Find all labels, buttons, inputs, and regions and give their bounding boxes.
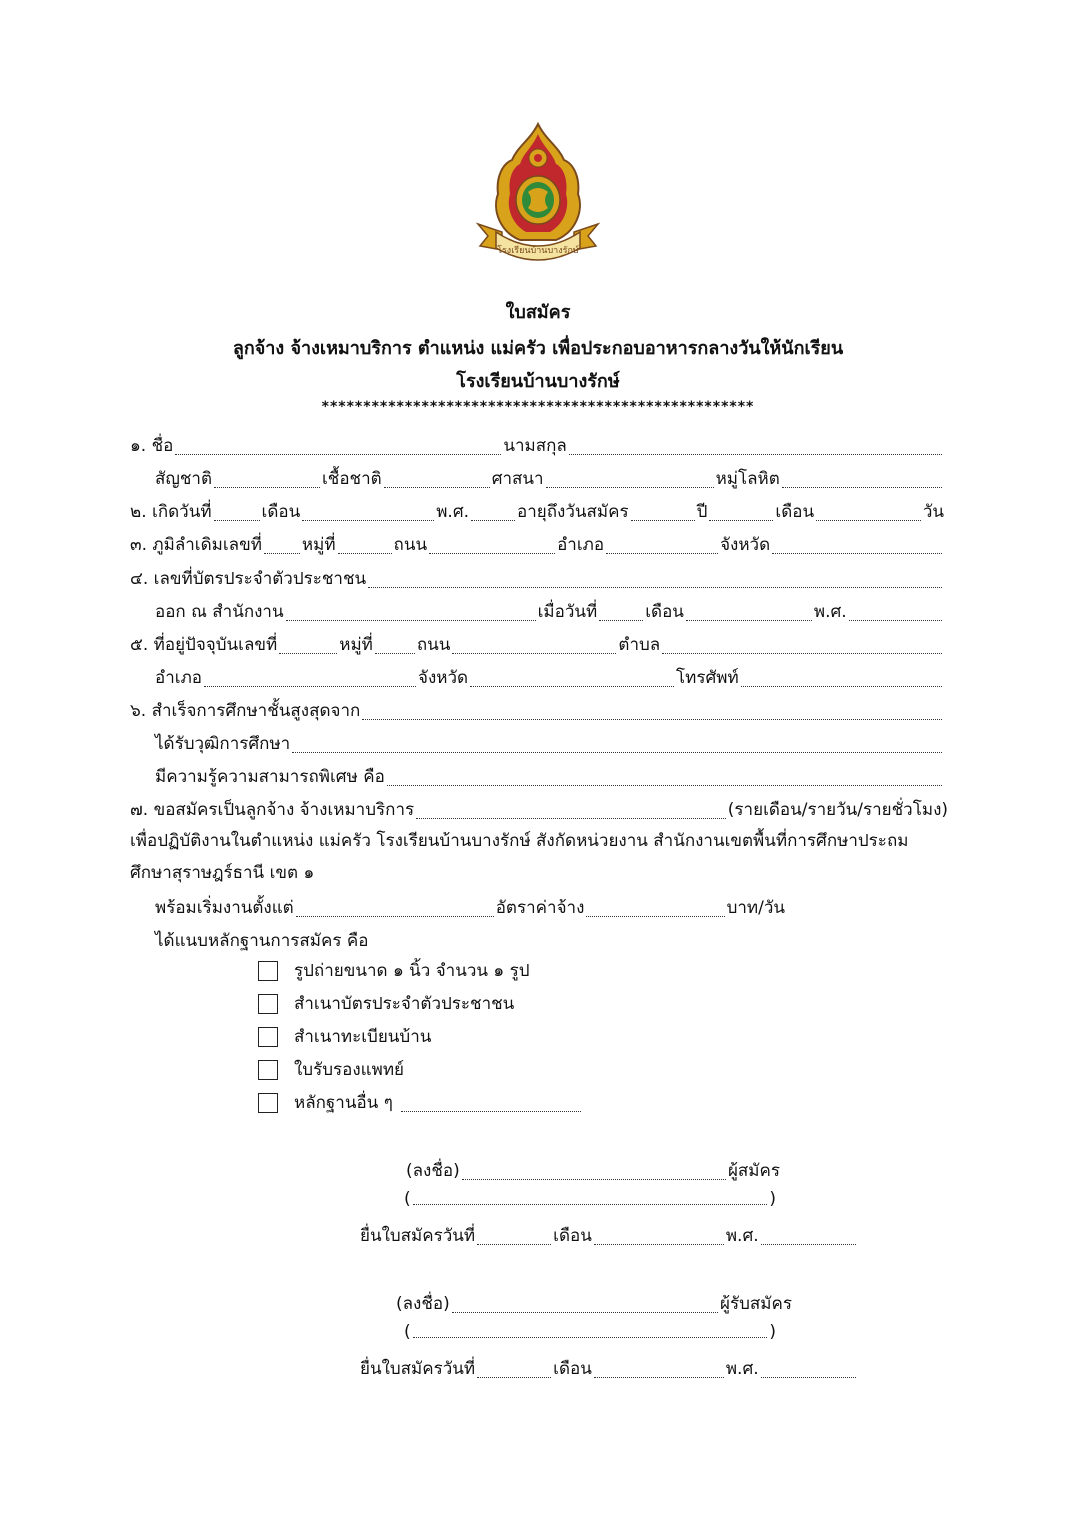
label-birth-month: เดือน [261,502,301,522]
input-issue-month[interactable] [686,619,812,621]
star-divider: **************************************************** [321,399,755,415]
label-issue-day: เมื่อวันที่ [537,602,598,622]
checkbox-id-copy[interactable] [258,994,278,1014]
attachment-medical[interactable] [258,1056,404,1083]
field-name [130,432,944,459]
form-title: ใบสมัคร [505,302,571,323]
input-applicant-year[interactable] [761,1243,856,1245]
input-surname[interactable] [569,453,942,455]
input-start-date[interactable] [296,915,494,917]
applicant-printed-name [404,1189,776,1209]
label-issue-year: พ.ศ. [813,602,847,622]
input-hometown-district[interactable] [606,552,718,554]
input-birth-day[interactable] [214,519,260,521]
input-receiver-month[interactable] [594,1376,724,1378]
label-date: ยื่นใบสมัครวันที่ [360,1226,476,1246]
label-hometown-district: อำเภอ [557,535,605,555]
label-blood: หมู่โลหิต [715,469,780,489]
field-id-card [130,565,944,592]
label-age-year: ปี [696,502,708,522]
input-issue-day[interactable] [599,619,643,621]
label-phone: โทรศัพท์ [676,668,739,688]
input-skills[interactable] [387,784,942,786]
checkbox-photo[interactable] [258,961,278,981]
field-address [130,631,944,658]
input-phone[interactable] [741,685,942,687]
logo-banner-text: โรงเรียนบ้านบางรักษ์ [497,246,579,256]
checkbox-medical[interactable] [258,1060,278,1080]
input-applicant-name[interactable] [413,1203,768,1205]
field-education [130,697,944,724]
label-address-subdistrict: ตำบล [618,635,661,655]
field-start [155,894,785,921]
attachment-label: หลักฐานอื่น ๆ [294,1093,393,1113]
input-address-no[interactable] [279,652,337,654]
input-birth-year[interactable] [471,519,515,521]
label-attachments: ได้แนบหลักฐานการสมัคร คือ [155,931,369,951]
attachment-label: รูปถ่ายขนาด ๑ นิ้ว จำนวน ๑ รูป [294,961,530,981]
label-birth-year: พ.ศ. [436,502,470,522]
input-wage[interactable] [586,915,724,917]
label-applicant: ผู้สมัคร [727,1161,780,1181]
label-age: อายุถึงวันสมัคร [517,502,629,522]
attachment-other[interactable] [258,1089,583,1116]
attachment-house-reg[interactable] [258,1023,431,1050]
label-name: ๑. ชื่อ [130,436,174,456]
input-religion[interactable] [546,486,714,488]
label-start: พร้อมเริ่มงานตั้งแต่ [155,898,294,918]
label-address-no: ๕. ที่อยู่ปัจจุบันเลขที่ [130,635,278,655]
field-apply-type [130,796,948,823]
label-address-moo: หมู่ที่ [339,635,373,655]
paren-open: ( [404,1322,411,1342]
label-month: เดือน [553,1359,592,1379]
label-hometown-no: ๓. ภูมิลำเดิมเลขที่ [130,535,262,555]
label-hometown-province: จังหวัด [720,535,771,555]
label-birth-day: ๒. เกิดวันที่ [130,502,212,522]
input-race[interactable] [384,486,490,488]
input-hometown-road[interactable] [429,552,555,554]
input-nationality[interactable] [214,486,320,488]
school-name: โรงเรียนบ้านบางรักษ์ [456,371,620,392]
attachment-photo[interactable] [258,957,530,984]
label-hometown-road: ถนน [393,535,428,555]
input-receiver-day[interactable] [477,1376,551,1378]
attachment-label: สำเนาบัตรประจำตัวประชาชน [294,994,515,1014]
field-id-issue [155,598,944,625]
input-id-card[interactable] [368,586,942,588]
label-skills: มีความรู้ความสามารถพิเศษ คือ [155,767,385,787]
school-emblem-icon [472,120,604,270]
input-age-days[interactable] [816,519,921,521]
label-year: พ.ศ. [725,1226,759,1246]
label-year: พ.ศ. [725,1359,759,1379]
paren-open: ( [404,1189,411,1209]
attachment-label: ใบรับรองแพทย์ [294,1060,404,1080]
label-religion: ศาสนา [491,469,544,489]
input-address-subdistrict[interactable] [662,652,942,654]
input-applicant-day[interactable] [477,1243,551,1245]
attachments-heading [155,927,944,954]
attachment-id-copy[interactable] [258,990,514,1017]
applicant-date [360,1222,858,1249]
input-address-province[interactable] [470,685,674,687]
label-address-road: ถนน [416,635,451,655]
label-surname: นามสกุล [503,436,567,456]
field-skills [155,763,944,790]
form-subtitle: ลูกจ้าง จ้างเหมาบริการ ตำแหน่ง แม่ครัว เพื่อประกอบอาหารกลางวันให้นักเรียน [232,338,844,359]
input-other-attachment[interactable] [401,1110,581,1112]
input-hometown-province[interactable] [772,552,942,554]
field-birth [130,498,944,525]
applicant-signature [406,1157,780,1184]
label-sign: (ลงชื่อ) [396,1294,450,1314]
input-degree[interactable] [292,751,942,753]
label-hometown-moo: หมู่ที่ [301,535,336,555]
label-apply: ๗. ขอสมัครเป็นลูกจ้าง จ้างเหมาบริการ [130,800,415,820]
label-education: ๖. สำเร็จการศึกษาชั้นสูงสุดจาก [130,701,361,721]
input-applicant-month[interactable] [594,1243,724,1245]
input-birth-month[interactable] [302,519,434,521]
input-applicant-sign[interactable] [462,1178,726,1180]
receiver-printed-name [404,1322,776,1342]
input-hometown-no[interactable] [264,552,300,554]
label-nationality: สัญชาติ [155,469,212,489]
input-first-name[interactable] [175,453,501,455]
receiver-signature [396,1290,792,1317]
input-receiver-sign[interactable] [452,1311,718,1313]
label-age-day: วัน [922,502,944,522]
input-education[interactable] [362,718,942,720]
field-hometown [130,531,944,558]
input-receiver-year[interactable] [761,1376,856,1378]
input-apply-type[interactable] [416,817,726,819]
label-month: เดือน [553,1226,592,1246]
label-issue-office: ออก ณ สำนักงาน [155,602,284,622]
input-blood[interactable] [782,486,942,488]
label-address-province: จังหวัด [417,668,469,688]
checkbox-house-reg[interactable] [258,1027,278,1047]
input-age-months[interactable] [709,519,773,521]
input-receiver-name[interactable] [413,1336,768,1338]
label-per-day: บาท/วัน [726,898,785,918]
field-nationality [155,465,944,492]
input-address-road[interactable] [452,652,616,654]
label-race: เชื้อชาติ [322,469,382,489]
paren-close: ) [769,1322,776,1342]
field-address-2 [155,664,944,691]
label-age-month: เดือน [775,502,815,522]
label-sign: (ลงชื่อ) [406,1161,460,1181]
paren-close: ) [769,1189,776,1209]
label-date: ยื่นใบสมัครวันที่ [360,1359,476,1379]
label-wage: อัตราค่าจ้าง [495,898,585,918]
label-degree: ได้รับวุฒิการศึกษา [155,734,291,754]
input-hometown-moo[interactable] [338,552,392,554]
label-address-district: อำเภอ [155,668,202,688]
checkbox-other[interactable] [258,1093,278,1113]
label-pay-type: (รายเดือน/รายวัน/รายชั่วโมง) [727,800,948,820]
label-id-card: ๔. เลขที่บัตรประจำตัวประชาชน [130,569,367,589]
input-issue-year[interactable] [849,619,942,621]
label-receiver: ผู้รับสมัคร [720,1294,792,1314]
field-degree [155,730,944,757]
input-address-district[interactable] [204,685,416,687]
receiver-date [360,1355,858,1382]
input-issue-office[interactable] [286,619,536,621]
position-paragraph: เพื่อปฏิบัติงานในตำแหน่ง แม่ครัว โรงเรียนบ้านบางรักษ์ สังกัดหน่วยงาน สำนักงานเขตพื้นที่การศึกษาประถมศึกษาสุราษฎร์ธานี เขต ๑ [130,831,909,883]
label-issue-month: เดือน [645,602,684,622]
attachment-label: สำเนาทะเบียนบ้าน [294,1027,432,1047]
input-age-years[interactable] [631,519,695,521]
input-address-moo[interactable] [375,652,415,654]
